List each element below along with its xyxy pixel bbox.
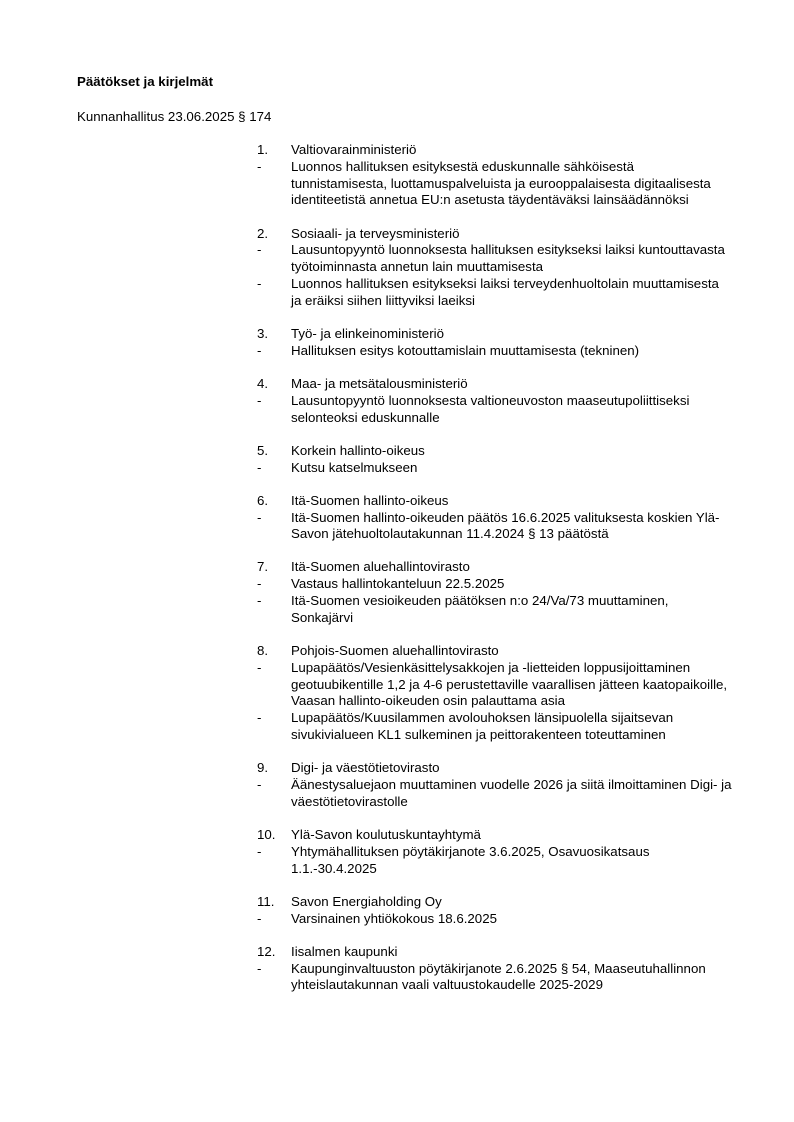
item-point bbox=[257, 576, 732, 593]
list-item bbox=[257, 894, 732, 928]
item-title-line bbox=[257, 376, 732, 393]
item-sender: Valtiovarainministeriö bbox=[291, 142, 417, 157]
item-point-text: Itä-Suomen hallinto-oikeuden päätös 16.6.2025 valituksesta koskien Ylä-Savon jätehuoltolautakunnan 11.4.2024 § 13 päätöstä bbox=[291, 509, 720, 542]
bullet-dash: - bbox=[257, 242, 262, 258]
item-sender: Ylä-Savon koulutuskuntayhtymä bbox=[291, 827, 481, 843]
item-point bbox=[257, 159, 732, 209]
item-title-line bbox=[257, 142, 732, 159]
bullet-dash: - bbox=[257, 275, 262, 291]
item-number: 10. bbox=[257, 827, 276, 843]
bullet-dash: - bbox=[257, 459, 262, 475]
bullet-dash: - bbox=[257, 843, 262, 859]
bullet-dash: - bbox=[257, 710, 262, 726]
item-sender: Itä-Suomen hallinto-oikeus bbox=[291, 492, 449, 508]
item-title-line bbox=[257, 894, 732, 911]
item-sender: Savon Energiaholding Oy bbox=[291, 893, 442, 909]
item-number: 12. bbox=[257, 943, 276, 959]
item-sender: Iisalmen kaupunki bbox=[291, 943, 398, 959]
item-point-text: Itä-Suomen vesioikeuden päätöksen n:o 24/Va/73 muuttaminen, Sonkajärvi bbox=[291, 593, 669, 625]
bullet-dash: - bbox=[257, 960, 262, 976]
item-title-line bbox=[257, 760, 732, 777]
item-point-text: Luonnos hallituksen esitykseksi laiksi terveydenhuoltolain muuttamisesta ja eräiksi siihen liittyviksi laeiksi bbox=[291, 275, 719, 308]
list-item bbox=[257, 443, 732, 477]
bullet-dash: - bbox=[257, 777, 262, 793]
item-sender: Sosiaali- ja terveysministeriö bbox=[291, 225, 460, 241]
bullet-dash: - bbox=[257, 910, 262, 926]
list-item bbox=[257, 376, 732, 426]
document-heading: Päätökset ja kirjelmät bbox=[77, 74, 213, 89]
item-point bbox=[257, 961, 732, 995]
item-point bbox=[257, 710, 732, 744]
item-point bbox=[257, 593, 732, 627]
item-point-text: Luonnos hallituksen esityksestä eduskunnalle sähköisestä tunnistamisesta, luottamuspalveluista ja eurooppalaisesta digitaalisesta identiteetistä annetua EU:n asetusta täydentäväksi lainsäädännöksi bbox=[291, 158, 711, 208]
item-point bbox=[257, 393, 732, 427]
bullet-dash: - bbox=[257, 342, 262, 358]
list-item bbox=[257, 493, 732, 543]
item-point-text: Kaupunginvaltuuston pöytäkirjanote 2.6.2025 § 54, Maaseutuhallinnon yhteislautakunnan vaali valtuustokaudelle 2025-2029 bbox=[291, 960, 706, 993]
list-item bbox=[257, 142, 732, 209]
item-point bbox=[257, 343, 732, 360]
item-title-line bbox=[257, 643, 732, 660]
item-sender: Digi- ja väestötietovirasto bbox=[291, 760, 440, 776]
item-point-text: Vastaus hallintokanteluun 22.5.2025 bbox=[291, 576, 505, 592]
item-sender: Työ- ja elinkeinoministeriö bbox=[291, 325, 444, 341]
item-number: 7. bbox=[257, 559, 269, 575]
item-point-text: Lausuntopyyntö luonnoksesta valtioneuvoston maaseutupoliittiseksi selonteoksi eduskunnalle bbox=[291, 392, 690, 425]
list-item bbox=[257, 226, 732, 310]
bullet-dash: - bbox=[257, 158, 262, 174]
item-title-line bbox=[257, 827, 732, 844]
item-sender: Itä-Suomen aluehallintovirasto bbox=[291, 559, 470, 575]
item-number: 9. bbox=[257, 760, 269, 776]
item-point-text: Lausuntopyyntö luonnoksesta hallituksen esitykseksi laiksi kuntouttavasta työtoiminnasta annetun lain muuttamisesta bbox=[291, 242, 725, 275]
correspondence-list bbox=[257, 142, 732, 1011]
item-number: 8. bbox=[257, 643, 269, 659]
bullet-dash: - bbox=[257, 659, 262, 675]
item-point bbox=[257, 777, 732, 811]
item-title-line bbox=[257, 326, 732, 343]
item-sender: Maa- ja metsätalousministeriö bbox=[291, 375, 468, 391]
item-title-line bbox=[257, 559, 732, 576]
item-point bbox=[257, 276, 732, 310]
bullet-dash: - bbox=[257, 392, 262, 408]
item-title-line bbox=[257, 226, 732, 243]
list-item bbox=[257, 643, 732, 744]
item-title-line bbox=[257, 493, 732, 510]
item-point bbox=[257, 242, 732, 276]
item-number: 1. bbox=[257, 142, 269, 157]
list-item bbox=[257, 827, 732, 877]
list-item bbox=[257, 559, 732, 626]
item-point-text: Hallituksen esitys kotouttamislain muuttamisesta (tekninen) bbox=[291, 342, 640, 358]
list-item bbox=[257, 944, 732, 994]
item-number: 4. bbox=[257, 375, 269, 391]
item-title-line bbox=[257, 944, 732, 961]
item-point bbox=[257, 911, 732, 928]
item-point-text: Kutsu katselmukseen bbox=[291, 459, 418, 475]
item-number: 2. bbox=[257, 225, 269, 241]
item-point bbox=[257, 460, 732, 477]
item-point bbox=[257, 660, 732, 710]
item-number: 3. bbox=[257, 325, 269, 341]
item-point bbox=[257, 844, 732, 878]
item-number: 6. bbox=[257, 492, 269, 508]
item-point-text: Lupapäätös/Vesienkäsittelysakkojen ja -lietteiden loppusijoittaminen geotuubikentille 1,2 ja 4-6 perustettaville vaarallisen jätteen kaatopaikoille, Vaasan hallinto-oikeuden osin palauttama asia bbox=[291, 659, 728, 709]
bullet-dash: - bbox=[257, 593, 262, 609]
item-point bbox=[257, 510, 732, 544]
list-item bbox=[257, 760, 732, 810]
meeting-reference: Kunnanhallitus 23.06.2025 § 174 bbox=[77, 109, 272, 124]
item-number: 5. bbox=[257, 442, 269, 458]
bullet-dash: - bbox=[257, 509, 262, 525]
list-item bbox=[257, 326, 732, 360]
bullet-dash: - bbox=[257, 576, 262, 592]
item-point-text: Äänestysaluejaon muuttaminen vuodelle 2026 ja siitä ilmoittaminen Digi- ja väestötietovirastolle bbox=[291, 777, 732, 809]
item-point-text: Lupapäätös/Kuusilammen avolouhoksen länsipuolella sijaitsevan sivukivialueen KL1 sulkeminen ja peittorakenteen toteuttaminen bbox=[291, 710, 674, 743]
item-point-text: Yhtymähallituksen pöytäkirjanote 3.6.2025, Osavuosikatsaus 1.1.-30.4.2025 bbox=[291, 843, 650, 876]
item-title-line bbox=[257, 443, 732, 460]
item-sender: Pohjois-Suomen aluehallintovirasto bbox=[291, 643, 499, 659]
item-number: 11. bbox=[257, 893, 275, 909]
item-point-text: Varsinainen yhtiökokous 18.6.2025 bbox=[291, 910, 497, 926]
item-sender: Korkein hallinto-oikeus bbox=[291, 442, 425, 458]
